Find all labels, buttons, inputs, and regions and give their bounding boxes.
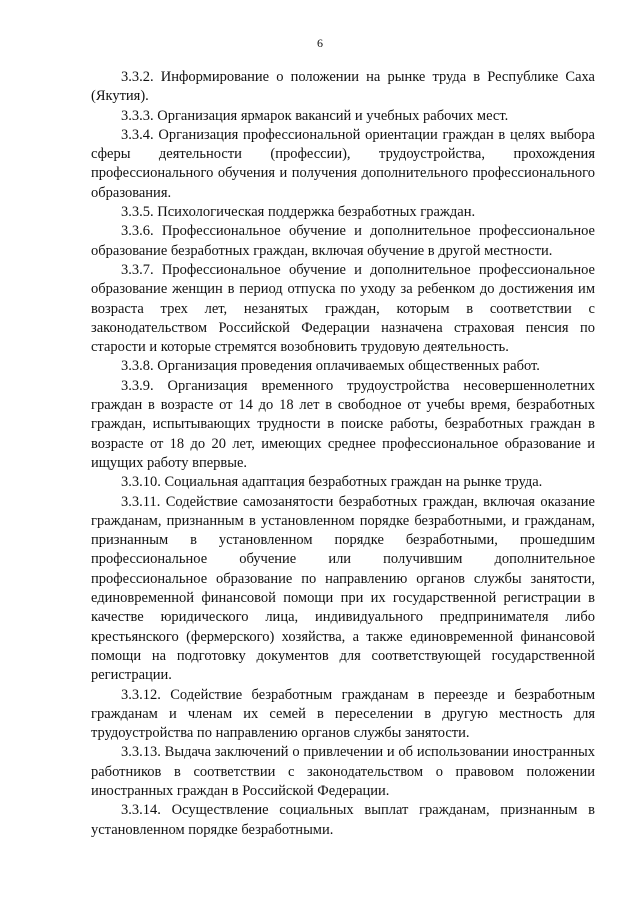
paragraph-3-3-10: 3.3.10. Социальная адаптация безработных граждан на рынке труда. bbox=[121, 474, 543, 491]
paragraph-3-3-11: 3.3.11. Содействие самозанятости безработных граждан, включая оказание гражданам, признанным в установленном порядке безработными, и гражданам, признанным в установленном порядке безработными, прошедшим профессиональное обучение или получившим дополнительное профессиональное образование по направлению органов службы занятости, единовременной финансовой помощи при их государственной регистрации в качестве юридического лица, индивидуального предпринимателя либо крестьянского (фермерского) хозяйства, а также единовременной финансовой помощи на подготовку документов для соответствующей государственной регистрации. bbox=[91, 493, 595, 684]
paragraph-3-3-5: 3.3.5. Психологическая поддержка безработных граждан. bbox=[121, 204, 476, 221]
paragraph-3-3-14: 3.3.14. Осуществление социальных выплат гражданам, признанным в установленном порядке безработными. bbox=[91, 802, 595, 838]
paragraph-3-3-6: 3.3.6. Профессиональное обучение и дополнительное профессиональное образование безработных граждан, включая обучение в другой местности. bbox=[91, 223, 595, 259]
paragraph-3-3-3: 3.3.3. Организация ярмарок вакансий и учебных рабочих мест. bbox=[121, 107, 509, 124]
paragraph-3-3-13: 3.3.13. Выдача заключений о привлечении и об использовании иностранных работников в соответствии с законодательством о правовом положении иностранных граждан в Российской Федерации. bbox=[91, 744, 595, 799]
paragraph-3-3-2: 3.3.2. Информирование о положении на рынке труда в Республике Саха (Якутия). bbox=[91, 69, 595, 105]
paragraph-3-3-4: 3.3.4. Организация профессиональной ориентации граждан в целях выбора сферы деятельности (профессии), трудоустройства, прохождения профессионального обучения и получения дополнительного профессионального образования. bbox=[91, 126, 595, 201]
paragraph-3-3-9: 3.3.9. Организация временного трудоустройства несовершеннолетних граждан в возрасте от 14 до 18 лет в свободное от учебы время, безработных граждан, испытывающих трудности в поиске работы, безработных граждан в возрасте от 18 до 20 лет, имеющих среднее профессиональное образование и ищущих работу впервые. bbox=[91, 377, 595, 471]
document-body bbox=[91, 68, 595, 840]
paragraph-3-3-7: 3.3.7. Профессиональное обучение и дополнительное профессиональное образование женщин в период отпуска по уходу за ребенком до достижения им возраста трех лет, незанятых граждан, которым в соответствии с законодательством Российской Федерации назначена страховая пенсия по старости и которые стремятся возобновить трудовую деятельность. bbox=[91, 261, 595, 356]
paragraph-3-3-8: 3.3.8. Организация проведения оплачиваемых общественных работ. bbox=[121, 358, 540, 375]
paragraph-3-3-12: 3.3.12. Содействие безработным гражданам в переезде и безработным гражданам и членам их семей в переселении в другую местность для трудоустройства по направлению органов службы занятости. bbox=[91, 686, 595, 742]
page-number: 6 bbox=[317, 36, 323, 50]
